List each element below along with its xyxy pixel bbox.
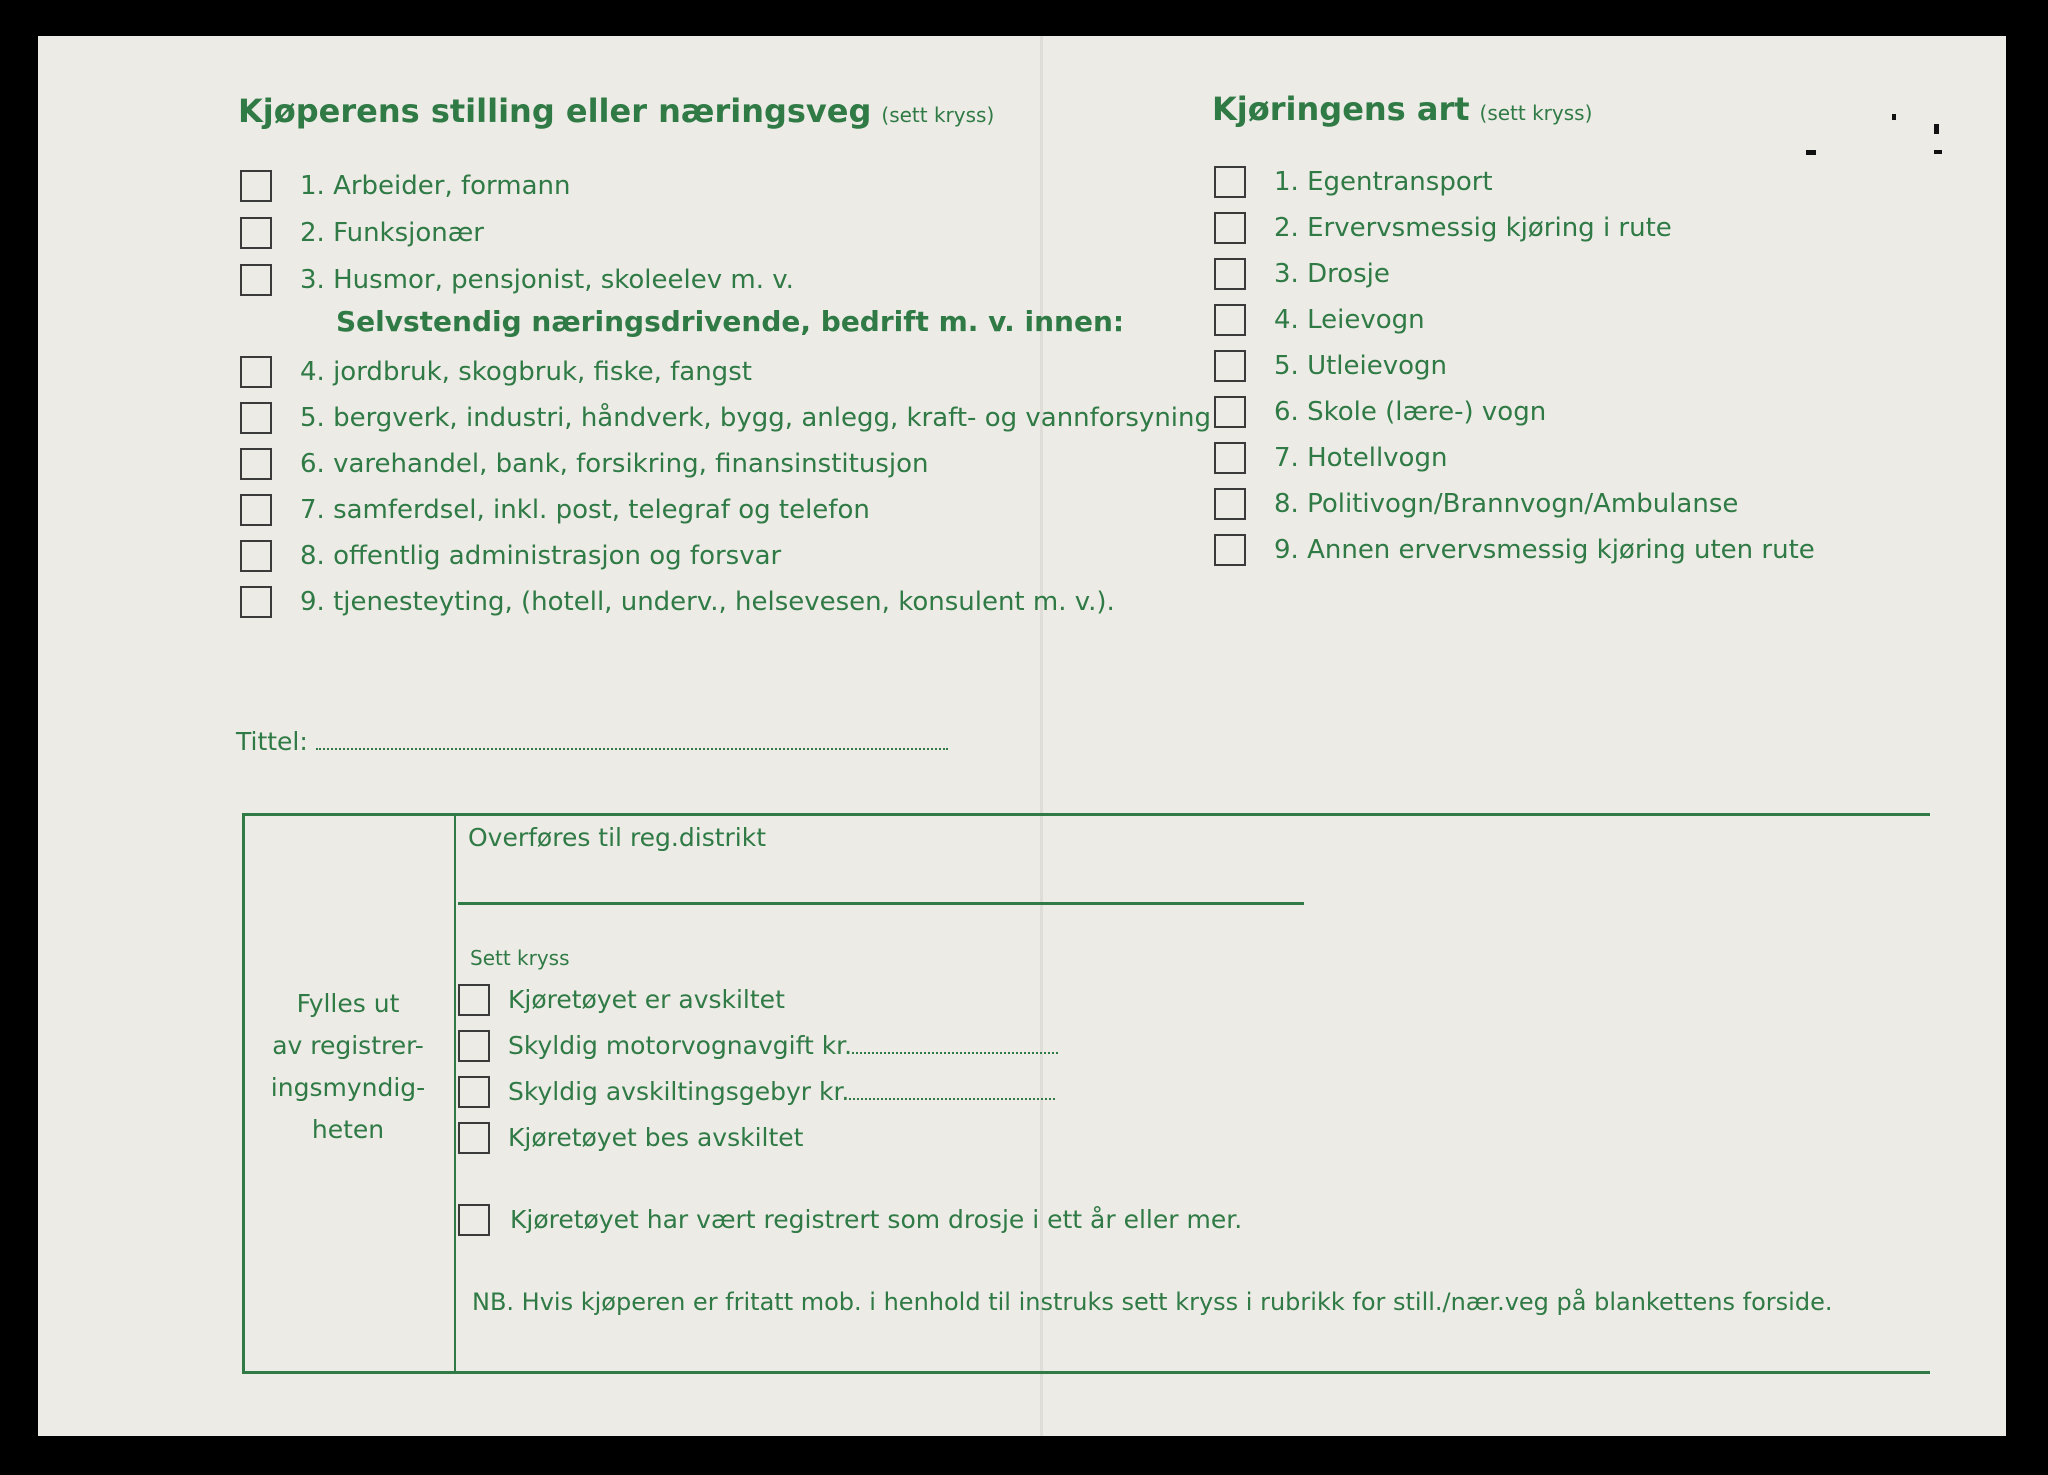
- occupation-checkbox-1[interactable]: [240, 170, 272, 202]
- buyer-occupation-heading: [238, 92, 994, 130]
- speck: [1806, 150, 1816, 155]
- occupation-checkbox-3[interactable]: [240, 264, 272, 296]
- registry-box-left-border: [242, 813, 245, 1374]
- self-employed-subheading: Selvstendig næringsdrivende, bedrift m. v. innen:: [336, 305, 1125, 338]
- title-dotted-line[interactable]: [316, 742, 948, 750]
- unregistered-checkbox[interactable]: [458, 984, 490, 1016]
- buyer-occupation-title: Kjøperens stilling eller næringsveg: [238, 92, 872, 130]
- plate-fee-checkbox[interactable]: [458, 1076, 490, 1108]
- driving-checkbox-8[interactable]: [1214, 488, 1246, 520]
- buyer-occupation-note: (sett kryss): [881, 103, 995, 127]
- driving-option-6: 6. Skole (lære-) vogn: [1274, 397, 1547, 427]
- occupation-checkbox-6[interactable]: [240, 448, 272, 480]
- driving-option-2: 2. Ervervsmessig kjøring i rute: [1274, 213, 1672, 243]
- vehicle-tax-field: [508, 1030, 1058, 1062]
- driving-option-7: 7. Hotellvogn: [1274, 443, 1448, 473]
- transfer-district-line[interactable]: [458, 902, 1304, 905]
- driving-type-heading: [1212, 90, 1592, 128]
- plate-fee-label: Skyldig avskiltingsgebyr kr.: [508, 1077, 850, 1106]
- occupation-option-3: 3. Husmor, pensjonist, skoleelev m. v.: [300, 265, 794, 295]
- registry-authority-line-1: Fylles ut: [296, 989, 400, 1018]
- occupation-checkbox-5[interactable]: [240, 402, 272, 434]
- occupation-option-2: 2. Funksjonær: [300, 218, 484, 248]
- driving-checkbox-6[interactable]: [1214, 396, 1246, 428]
- occupation-checkbox-9[interactable]: [240, 586, 272, 618]
- speck: [1934, 124, 1939, 134]
- request-unregister-checkbox[interactable]: [458, 1122, 490, 1154]
- occupation-checkbox-2[interactable]: [240, 217, 272, 249]
- speck: [1934, 150, 1942, 154]
- nb-note: NB. Hvis kjøperen er fritatt mob. i henhold til instruks sett kryss i rubrikk for still./nær.veg på blankettens forside.: [472, 1288, 1833, 1316]
- registry-box-top-border: [242, 813, 1930, 816]
- driving-checkbox-7[interactable]: [1214, 442, 1246, 474]
- registry-authority-line-2: av registrer-: [272, 1031, 424, 1060]
- occupation-option-1: 1. Arbeider, formann: [300, 171, 571, 201]
- driving-option-5: 5. Utleievogn: [1274, 351, 1448, 381]
- vehicle-tax-dotted-line[interactable]: [852, 1046, 1058, 1054]
- taxi-year-checkbox[interactable]: [458, 1204, 490, 1236]
- driving-checkbox-4[interactable]: [1214, 304, 1246, 336]
- registry-authority-line-3: ingsmyndig-: [270, 1073, 426, 1102]
- registry-authority-line-4: heten: [311, 1115, 385, 1144]
- registry-box-bottom-border: [242, 1371, 1930, 1374]
- occupation-option-9: 9. tjenesteyting, (hotell, underv., helsevesen, konsulent m. v.).: [300, 587, 1115, 617]
- sett-kryss-label: Sett kryss: [470, 946, 570, 970]
- occupation-option-5: 5. bergverk, industri, håndverk, bygg, anlegg, kraft- og vannforsyning: [300, 403, 1212, 433]
- title-field: [236, 726, 948, 758]
- occupation-option-7: 7. samferdsel, inkl. post, telegraf og telefon: [300, 495, 870, 525]
- driving-checkbox-3[interactable]: [1214, 258, 1246, 290]
- occupation-checkbox-8[interactable]: [240, 540, 272, 572]
- vehicle-tax-label: Skyldig motorvognavgift kr.: [508, 1031, 853, 1060]
- form-page: [38, 36, 2006, 1436]
- taxi-year-label: Kjøretøyet har vært registrert som drosje i ett år eller mer.: [510, 1205, 1243, 1234]
- vehicle-tax-checkbox[interactable]: [458, 1030, 490, 1062]
- driving-type-note: (sett kryss): [1479, 101, 1593, 125]
- unregistered-label: Kjøretøyet er avskiltet: [508, 985, 785, 1014]
- driving-checkbox-1[interactable]: [1214, 166, 1246, 198]
- transfer-district-label: Overføres til reg.distrikt: [468, 823, 767, 852]
- occupation-checkbox-7[interactable]: [240, 494, 272, 526]
- occupation-option-6: 6. varehandel, bank, forsikring, finansinstitusjon: [300, 449, 929, 479]
- driving-checkbox-5[interactable]: [1214, 350, 1246, 382]
- driving-option-8: 8. Politivogn/Brannvogn/Ambulanse: [1274, 489, 1739, 519]
- occupation-option-8: 8. offentlig administrasjon og forsvar: [300, 541, 782, 571]
- plate-fee-dotted-line[interactable]: [849, 1092, 1055, 1100]
- registry-authority-label: [248, 983, 448, 1151]
- driving-checkbox-2[interactable]: [1214, 212, 1246, 244]
- driving-option-4: 4. Leievogn: [1274, 305, 1425, 335]
- occupation-option-4: 4. jordbruk, skogbruk, fiske, fangst: [300, 357, 752, 387]
- driving-option-1: 1. Egentransport: [1274, 167, 1493, 197]
- title-label: Tittel:: [236, 727, 308, 756]
- driving-option-9: 9. Annen ervervsmessig kjøring uten rute: [1274, 535, 1815, 565]
- request-unregister-label: Kjøretøyet bes avskiltet: [508, 1123, 804, 1152]
- driving-type-title: Kjøringens art: [1212, 90, 1470, 128]
- occupation-checkbox-4[interactable]: [240, 356, 272, 388]
- speck: [1892, 114, 1896, 120]
- registry-box-divider: [454, 813, 456, 1374]
- driving-option-3: 3. Drosje: [1274, 259, 1390, 289]
- driving-checkbox-9[interactable]: [1214, 534, 1246, 566]
- plate-fee-field: [508, 1076, 1055, 1108]
